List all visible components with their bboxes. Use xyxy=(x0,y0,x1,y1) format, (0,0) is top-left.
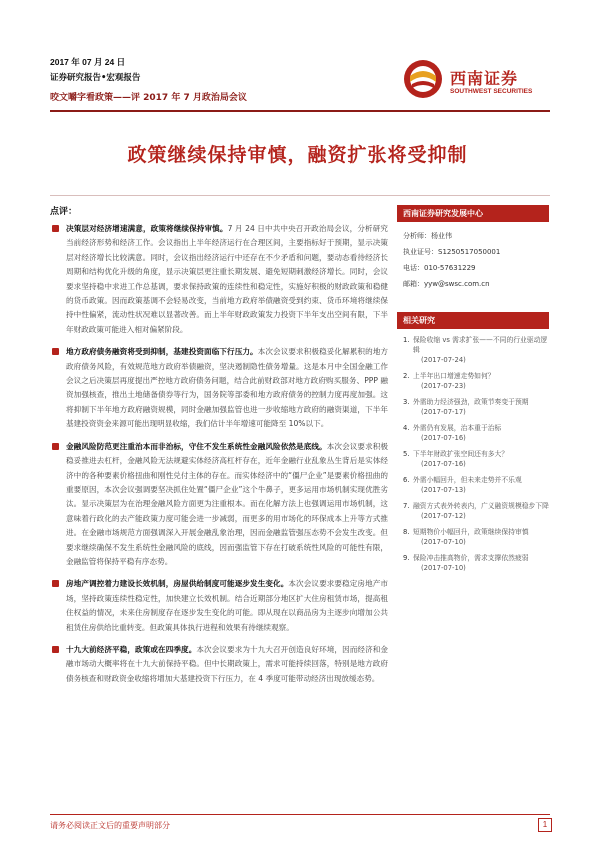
related-item[interactable] xyxy=(403,449,549,469)
related-item[interactable] xyxy=(403,553,549,573)
footer-disclaimer: 请务必阅读正文后的重要声明部分 xyxy=(50,821,170,830)
bullet-icon xyxy=(52,580,59,587)
summary-paragraph xyxy=(50,345,388,431)
related-date: (2017-07-10) xyxy=(421,538,466,546)
related-item[interactable] xyxy=(403,501,549,521)
related-num: 2. xyxy=(403,372,410,380)
related-date: (2017-07-13) xyxy=(421,486,466,494)
main-content xyxy=(50,222,388,694)
bullet-icon xyxy=(52,646,59,653)
bullet-icon xyxy=(52,225,59,232)
paragraph-text: 7 月 24 日中共中央召开政治局会议，分析研究当前经济形势和经济工作。会议指出上半年经济运行在合理区间，主要指标好于预期，显示决策层对经济增长比较满意。同时，会议指出经济运行中还存在不少矛盾和问题，要动态看待经济长周期和结构优化升级的角度，显示决策层更注重长期发展、避免短期刺激经济增长。同时，会议要求坚持稳中求进工作总基调，要求保持政策的连续性和稳定性，实施好积极的财政政策和稳健的货币政策。因而政策基调不会轻易改变，当前地方政府举债融资受到约束、货币环境将继续保持中性偏紧，流动性状况难以显著改善。而上半年财政政策发力投资下半年支出空间有限，下半年财政政策可能进入相对偏紧阶段。 xyxy=(66,224,389,334)
report-date: 2017 年 07 月 24 日 xyxy=(50,57,126,67)
report-subtitle: 咬文嚼字看政策——评 2017 年 7 月政治局会议 xyxy=(50,93,247,103)
related-date: (2017-07-12) xyxy=(421,512,466,520)
title-divider xyxy=(50,195,550,196)
related-title: 保险收缩 vs 需求扩张——不同的行业驱动逻辑 xyxy=(413,336,548,354)
related-item[interactable] xyxy=(403,397,549,417)
logo-name-en: SOUTHWEST SECURITIES xyxy=(450,88,533,95)
related-date: (2017-07-23) xyxy=(421,382,466,390)
summary-paragraph xyxy=(50,643,388,686)
header-divider xyxy=(50,110,550,112)
related-list xyxy=(397,329,549,573)
paragraph-lead: 十九大前经济平稳，政策或在四季度。 xyxy=(66,644,197,654)
related-date: (2017-07-16) xyxy=(421,434,466,442)
related-title: 上半年出口增速走势如何？ xyxy=(413,372,495,380)
analyst-email[interactable]: 邮箱：yyw@swsc.com.cn xyxy=(403,280,490,288)
analyst-info xyxy=(397,222,549,300)
related-title: 外需仍有发展，治本重于治标 xyxy=(413,424,502,432)
related-date: (2017-07-24) xyxy=(421,356,466,364)
related-title: 外需助力经济强劲，政策节奏变于预期 xyxy=(413,398,529,406)
related-research-header: 相关研究 xyxy=(397,312,549,329)
related-num: 4. xyxy=(403,424,410,432)
related-num: 6. xyxy=(403,476,410,484)
related-num: 5. xyxy=(403,450,410,458)
analyst-name: 分析师：杨业伟 xyxy=(403,232,452,240)
related-num: 9. xyxy=(403,554,410,562)
paragraph-lead: 决策层对经济增速满意，政策将继续保持审慎。 xyxy=(66,224,228,233)
related-item[interactable] xyxy=(403,335,549,365)
logo-name-cn: 西南证券 xyxy=(450,69,519,88)
summary-paragraph xyxy=(50,577,388,635)
paragraph-text: 本次会议要求积极稳妥推进去杠杆，金融风险无法规避实体经济高杠杆存在，近年金融行业乱象丛生背后是实体经济中的各种要素价格扭曲和刚性兑付主体的存在。而实体经济中的“僵尸企业”是要素价格扭曲的重要原因，本次会议强调要坚决抓住处置“僵尸企业”这个牛鼻子，更多运用市场机制实现优胜劣汰。显示决策层为在治理金融风险方面更为注重根本。而在化解方法上也强调运用市场机制，这意味着行政化的去产能政策力度可能会进一步减弱，而更多的用市场化的环保成本上升等方式推进。在金融市场规范方面强调深入开展金融乱象治理，因而金融监管强压态势不会发生改变。但要求继续确保不发生系统性金融风险的底线，因而强监管下存在打破系统性风险的可能性有限，金融监管将保持平稳有序态势。 xyxy=(66,441,389,566)
related-title: 保险冲击推高物价，需求支撑依然疲弱 xyxy=(413,554,529,562)
related-item[interactable] xyxy=(403,527,549,547)
related-date: (2017-07-10) xyxy=(421,564,466,572)
paragraph-lead: 金融风险防范更注重治本而非治标，守住不发生系统性金融风险依然是底线。 xyxy=(66,441,327,451)
related-num: 8. xyxy=(403,528,410,536)
related-title: 下半年财政扩张空间还有多大？ xyxy=(413,450,509,458)
summary-paragraph xyxy=(50,222,388,337)
research-center-header: 西南证券研究发展中心 xyxy=(397,205,549,222)
related-item[interactable] xyxy=(403,423,549,443)
summary-paragraph xyxy=(50,440,388,570)
paragraph-lead: 房地产调控着力建设长效机制，房屋供给制度可能逐步发生变化。 xyxy=(66,579,289,589)
logo-mark-icon xyxy=(402,58,444,100)
footer-divider xyxy=(50,814,550,815)
analyst-license: 执业证号：S1250517050001 xyxy=(403,248,501,256)
related-item[interactable] xyxy=(403,475,549,495)
related-num: 3. xyxy=(403,398,410,406)
related-title: 外需小幅回升，但未来走势并不乐观 xyxy=(413,476,522,484)
paragraph-text: 本次会议要求积极稳妥化解累积的地方政府债务风险，有效规范地方政府举债融资，坚决遏制隐性债务增量。这是本月中全国金融工作会议之后决策层再度提出严控地方政府债务问题，结合此前财政部对地方政府购买服务、PPP 融资加强核查，推出土地储备债券等行为，国务院等部委和地方政府债务的控制力度再度加强。这将抑制下半年地方政府融资规模，同时金融加强监管也进一步收缩地方政府的融资渠道，下半年基建投资资金来源可能出现明显收缩，我们估计半年增速可能降至 10%以下。 xyxy=(66,347,389,429)
paragraph-lead: 地方政府债务融资将受到抑制，基建投资面临下行压力。 xyxy=(66,347,258,357)
related-date: (2017-07-16) xyxy=(421,460,466,468)
company-logo xyxy=(402,58,552,104)
paragraph-text: 本次会议要求要稳定房地产市场，坚持政策连续性稳定性，加快建立长效机制。结合近期部分地区扩大住房租赁市场，提高租住权益的情况，未来住房制度存在逐步发生变化的可能。即从现在以商品房为主逐步向增加公共租赁住房供给比重转变。但政策具体执行进程和效果有待继续观察。 xyxy=(66,579,389,632)
page-number: 1 xyxy=(538,818,552,832)
related-date: (2017-07-17) xyxy=(421,408,466,416)
analyst-phone: 电话：010-57631229 xyxy=(403,264,476,272)
related-num: 1. xyxy=(403,336,410,344)
sidebar xyxy=(397,205,549,579)
paragraph-text: 本次会议要求为十九大召开创造良好环境，因而经济和金融市场动大概率将在十九大前保持平稳。但中长期政策上，需求可能持续回落，特别是地方政府债务核查和财政资金收缩将增加大基建投资下行压力，在 4 季度可能带动经济出现放缓态势。 xyxy=(66,644,389,683)
related-research xyxy=(397,312,549,573)
page-title: 政策继续保持审慎，融资扩张将受抑制 xyxy=(127,144,468,166)
summary-label: 点评： xyxy=(50,207,78,217)
related-item[interactable] xyxy=(403,371,549,391)
related-num: 7. xyxy=(403,502,410,510)
related-title: 短期物价小幅回升，政策继续保持审慎 xyxy=(413,528,529,536)
report-type: 证券研究报告•宏观报告 xyxy=(50,73,141,83)
related-title: 融资方式表外转表内，广义融资规模稳步下降 xyxy=(413,502,549,510)
bullet-icon xyxy=(52,443,59,450)
bullet-icon xyxy=(52,348,59,355)
